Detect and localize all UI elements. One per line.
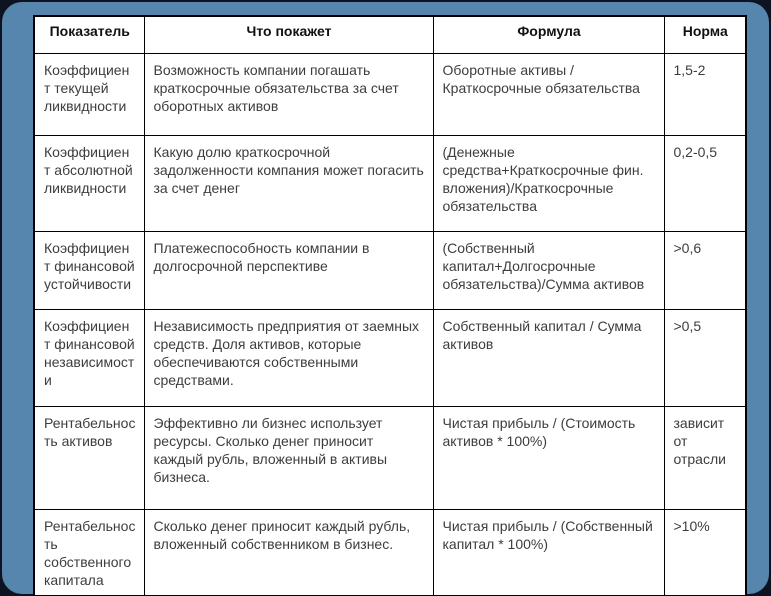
column-header-formula: Формула (433, 16, 664, 53)
column-header-meaning: Что покажет (144, 16, 433, 53)
meaning-cell: Сколько денег приносит каждый рубль, вложенный собственником в бизнес. (144, 509, 433, 596)
table-header (34, 16, 746, 53)
norm-cell: 1,5-2 (664, 53, 746, 135)
norm-cell: 0,2-0,5 (664, 135, 746, 231)
norm-cell: зависит от отрасли (664, 406, 746, 509)
indicator-cell: Коэффициент абсолютной ликвидности (34, 135, 144, 231)
norm-cell: >0,6 (664, 231, 746, 309)
table-row (34, 135, 746, 231)
blue-panel (2, 2, 769, 594)
formula-cell: (Собственный капитал+Долгосрочные обязательства)/Сумма активов (433, 231, 664, 309)
table-body (34, 53, 746, 596)
indicator-cell: Рентабельность активов (34, 406, 144, 509)
meaning-cell: Возможность компании погашать краткосрочные обязательства за счет оборотных активов (144, 53, 433, 135)
meaning-cell: Какую долю краткосрочной задолженности компания может погасить за счет денег (144, 135, 433, 231)
indicator-cell: Коэффициент финансовой независимости (34, 309, 144, 406)
column-header-norm: Норма (664, 16, 746, 53)
indicator-cell: Коэффициент текущей ликвидности (34, 53, 144, 135)
financial-indicators-table (33, 15, 747, 596)
norm-cell: >10% (664, 509, 746, 596)
formula-cell: Чистая прибыль / (Стоимость активов * 100%) (433, 406, 664, 509)
formula-cell: Собственный капитал / Сумма активов (433, 309, 664, 406)
table-row (34, 509, 746, 596)
indicator-cell: Рентабельность собственного капитала (34, 509, 144, 596)
formula-cell: Оборотные активы / Краткосрочные обязательства (433, 53, 664, 135)
table-row (34, 53, 746, 135)
formula-cell: (Денежные средства+Краткосрочные фин. вложения)/Краткосрочные обязательства (433, 135, 664, 231)
meaning-cell: Эффективно ли бизнес использует ресурсы. Сколько денег приносит каждый рубль, вложенный в активы бизнеса. (144, 406, 433, 509)
table-row (34, 406, 746, 509)
header-row (34, 16, 746, 53)
meaning-cell: Платежеспособность компании в долгосрочной перспективе (144, 231, 433, 309)
table-row (34, 231, 746, 309)
indicator-cell: Коэффициент финансовой устойчивости (34, 231, 144, 309)
meaning-cell: Независимость предприятия от заемных средств. Доля активов, которые обеспечиваются собственными средствами. (144, 309, 433, 406)
table-row (34, 309, 746, 406)
column-header-indicator: Показатель (34, 16, 144, 53)
formula-cell: Чистая прибыль / (Собственный капитал * 100%) (433, 509, 664, 596)
norm-cell: >0,5 (664, 309, 746, 406)
